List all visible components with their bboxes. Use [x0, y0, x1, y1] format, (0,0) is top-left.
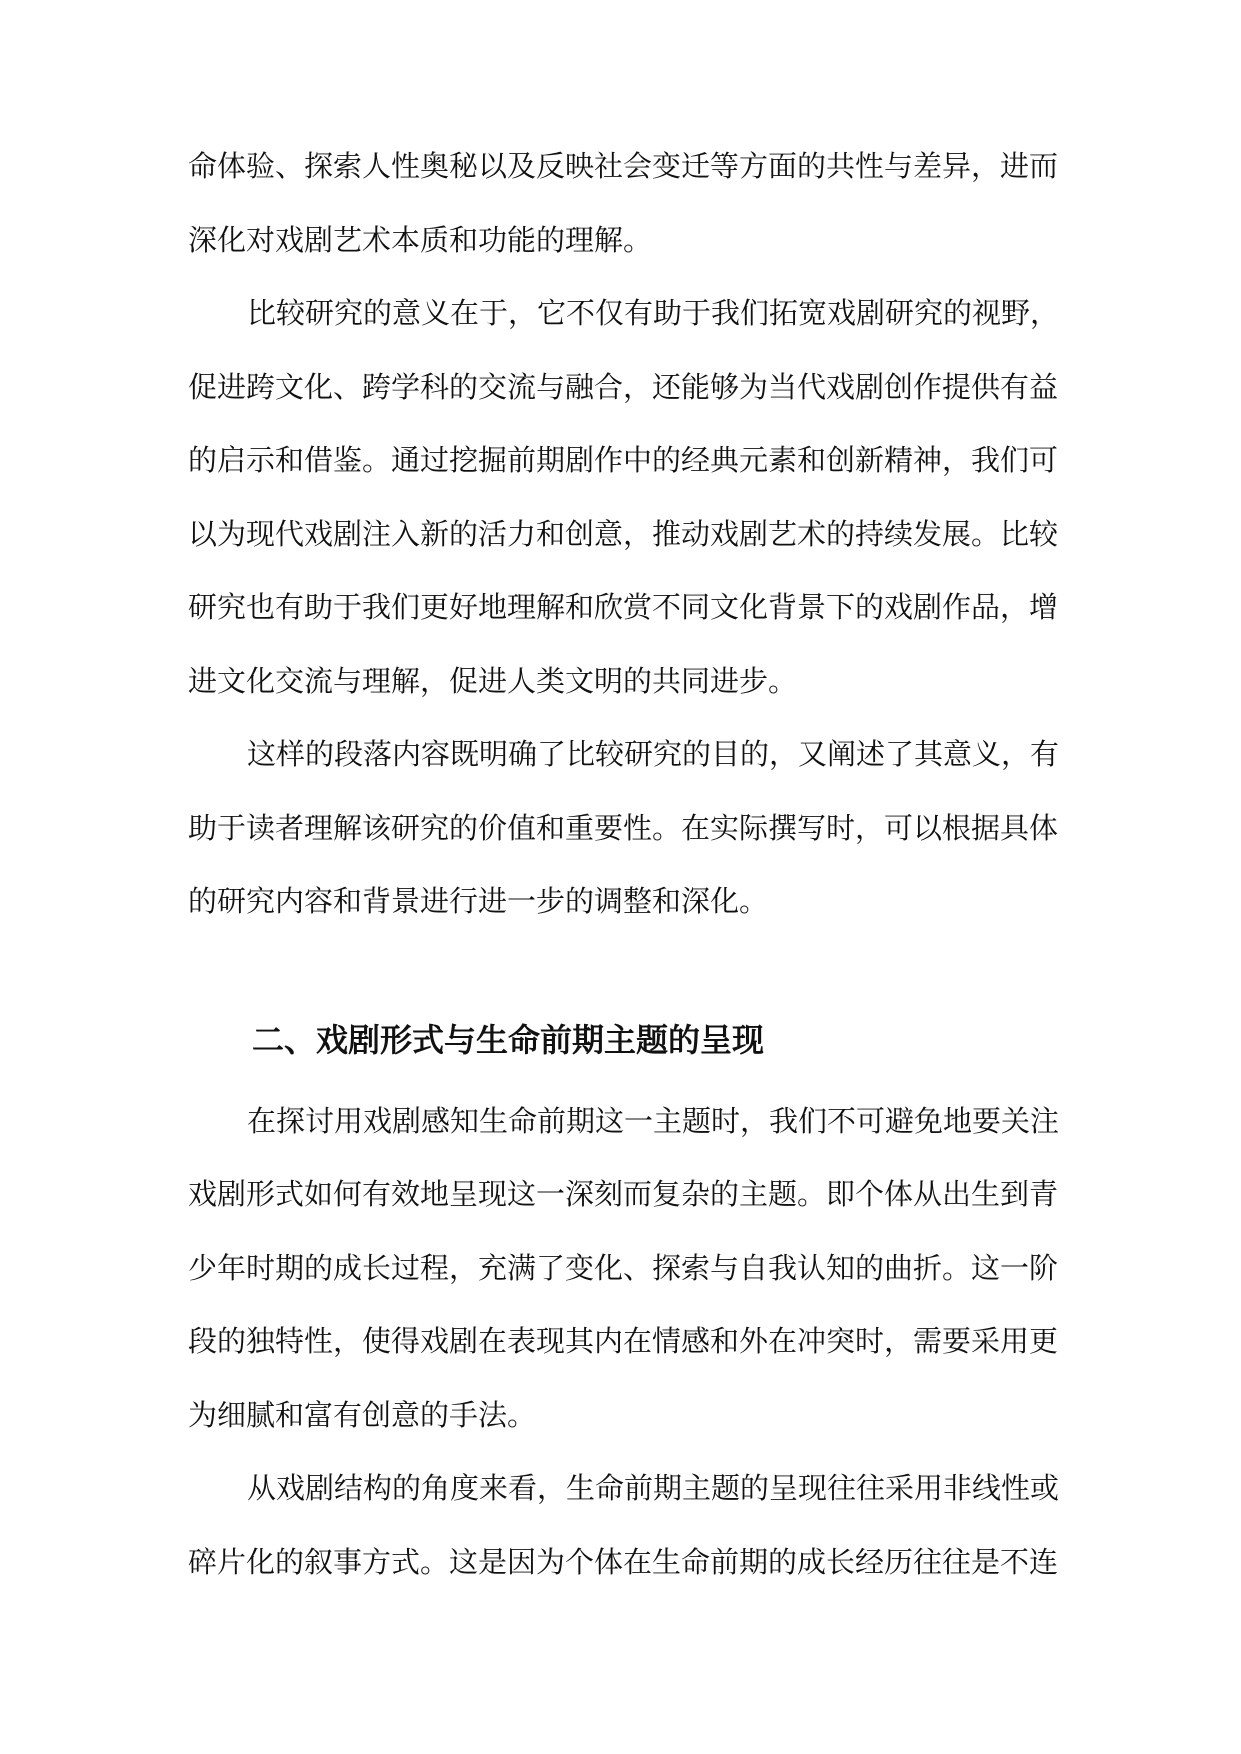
paragraph-5-line-1: 从戏剧结构的角度来看，生命前期主题的呈现往往采用非线性或: [247, 1471, 1060, 1505]
paragraph-1-line-2: 深化对戏剧艺术本质和功能的理解。: [188, 223, 653, 257]
paragraph-2-line-5: 研究也有助于我们更好地理解和欣赏不同文化背景下的戏剧作品，增: [188, 590, 1059, 624]
paragraph-3-line-3: 的研究内容和背景进行进一步的调整和深化。: [188, 884, 769, 918]
paragraph-4-line-2: 戏剧形式如何有效地呈现这一深刻而复杂的主题。即个体从出生到青: [188, 1177, 1059, 1211]
section-heading: 二、戏剧形式与生命前期主题的呈现: [252, 1021, 765, 1059]
paragraph-2-line-3: 的启示和借鉴。通过挖掘前期剧作中的经典元素和创新精神，我们可: [188, 443, 1059, 477]
paragraph-4-line-5: 为细腻和富有创意的手法。: [188, 1398, 537, 1432]
paragraph-2-line-1: 比较研究的意义在于，它不仅有助于我们拓宽戏剧研究的视野，: [247, 296, 1060, 330]
paragraph-2-line-6: 进文化交流与理解，促进人类文明的共同进步。: [188, 664, 798, 698]
paragraph-5-line-2: 碎片化的叙事方式。这是因为个体在生命前期的成长经历往往是不连: [188, 1545, 1059, 1579]
paragraph-3-line-1: 这样的段落内容既明确了比较研究的目的，又阐述了其意义，有: [247, 737, 1060, 771]
paragraph-3-line-2: 助于读者理解该研究的价值和重要性。在实际撰写时，可以根据具体: [188, 811, 1059, 845]
paragraph-2-line-2: 促进跨文化、跨学科的交流与融合，还能够为当代戏剧创作提供有益: [188, 370, 1059, 404]
paragraph-4-line-3: 少年时期的成长过程，充满了变化、探索与自我认知的曲折。这一阶: [188, 1251, 1059, 1285]
paragraph-4-line-1: 在探讨用戏剧感知生命前期这一主题时，我们不可避免地要关注: [247, 1104, 1060, 1138]
paragraph-2-line-4: 以为现代戏剧注入新的活力和创意，推动戏剧艺术的持续发展。比较: [188, 517, 1059, 551]
paragraph-1-line-1: 命体验、探索人性奥秘以及反映社会变迁等方面的共性与差异，进而: [188, 149, 1059, 183]
paragraph-4-line-4: 段的独特性，使得戏剧在表现其内在情感和外在冲突时，需要采用更: [188, 1324, 1059, 1358]
